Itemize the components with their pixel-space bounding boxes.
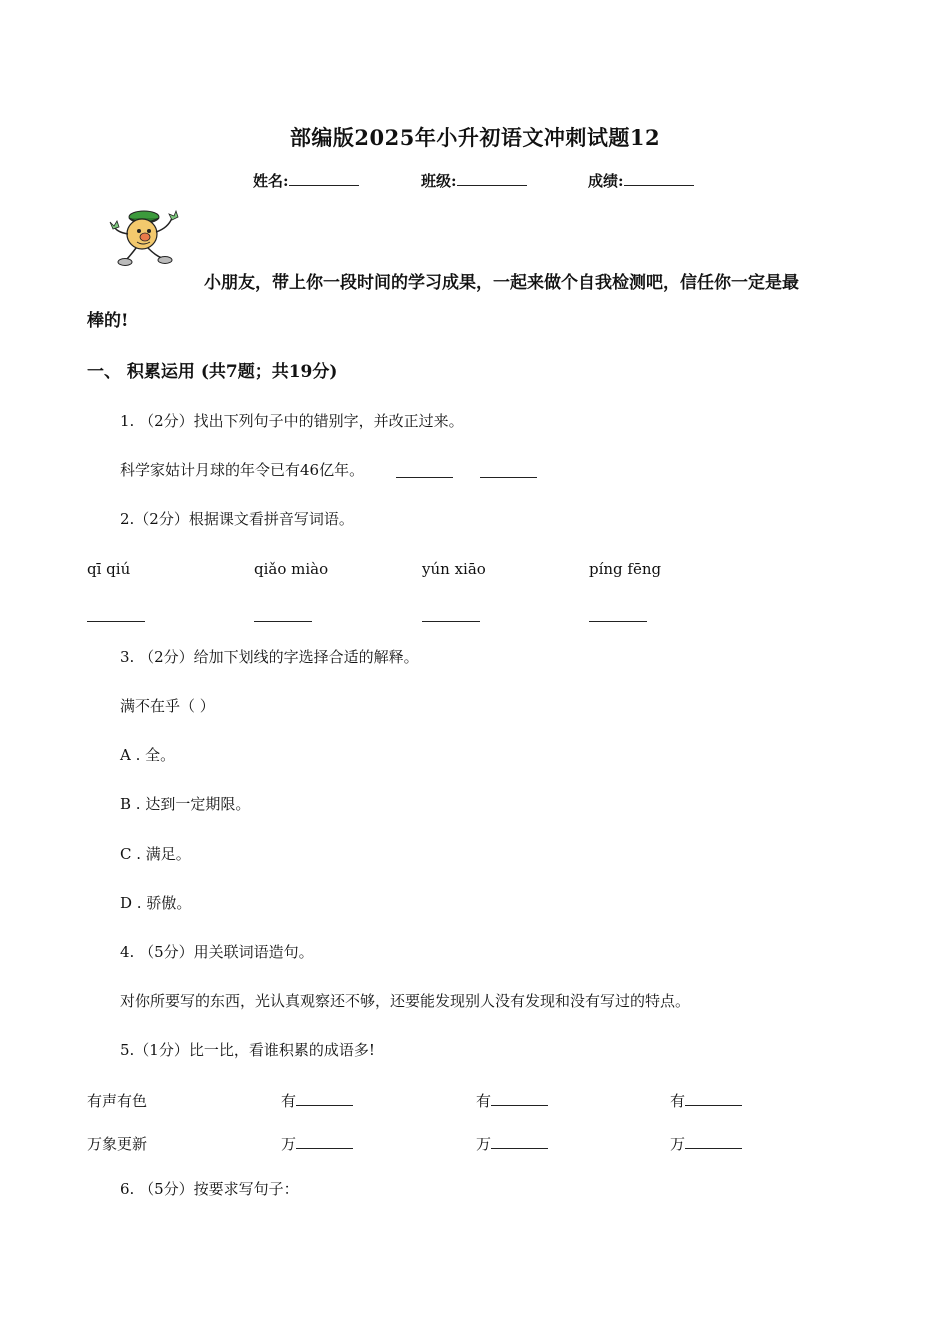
question-1-prompt: 1. （2分）找出下列句子中的错别字，并改正过来。 [120, 412, 464, 430]
idiom-blank-1-1[interactable] [281, 1090, 353, 1111]
idiom-prefix: 有 [281, 1092, 297, 1110]
option-c[interactable]: C . 满足。 [120, 845, 191, 863]
class-field[interactable] [421, 170, 527, 191]
name-blank[interactable] [289, 171, 359, 186]
pinyin-2: qiǎo miào [254, 560, 329, 578]
class-blank[interactable] [457, 171, 527, 186]
score-label: 成绩: [588, 172, 624, 190]
idiom-prefix: 万 [670, 1135, 686, 1153]
question-6-prompt: 6. （5分）按要求写句子： [120, 1180, 299, 1198]
option-d[interactable]: D . 骄傲。 [120, 894, 192, 912]
idiom-prefix: 有 [670, 1092, 686, 1110]
idiom-prefix: 万 [281, 1135, 297, 1153]
question-2-prompt: 2.（2分）根据课文看拼音写词语。 [120, 510, 354, 528]
class-label: 班级: [421, 172, 457, 190]
q2-answer-blank-4[interactable] [589, 620, 647, 622]
idiom-underline[interactable] [685, 1134, 742, 1149]
intro-line-1: 小朋友，带上你一段时间的学习成果，一起来做个自我检测吧，信任你一定是最 [204, 273, 799, 293]
name-field[interactable] [253, 170, 359, 191]
intro-line-2: 棒的! [87, 311, 129, 331]
idiom-underline[interactable] [685, 1091, 742, 1106]
pinyin-1: qī qiú [87, 560, 131, 578]
score-field[interactable] [588, 170, 694, 191]
idiom-underline[interactable] [296, 1134, 353, 1149]
idiom-underline[interactable] [491, 1134, 548, 1149]
idiom-example-2: 万象更新 [87, 1135, 148, 1153]
question-4-prompt: 4. （5分）用关联词语造句。 [120, 943, 314, 961]
idiom-prefix: 万 [476, 1135, 492, 1153]
question-4-sentence: 对你所要写的东西，光认真观察还不够，还要能发现别人没有发现和没有写过的特点。 [120, 992, 691, 1010]
q1-answer-blank-1[interactable] [396, 476, 453, 478]
idiom-blank-1-2[interactable] [476, 1090, 548, 1111]
idiom-example-1: 有声有色 [87, 1092, 148, 1110]
pinyin-4: píng fēng [589, 560, 662, 578]
idiom-blank-2-2[interactable] [476, 1133, 548, 1154]
idiom-blank-1-3[interactable] [670, 1090, 742, 1111]
score-blank[interactable] [624, 171, 694, 186]
question-1-sentence: 科学家姑计月球的年令已有46亿年。 [120, 461, 365, 479]
idiom-blank-2-1[interactable] [281, 1133, 353, 1154]
idiom-blank-2-3[interactable] [670, 1133, 742, 1154]
option-a[interactable]: A . 全。 [120, 746, 176, 764]
pinyin-3: yún xiāo [422, 560, 486, 578]
q2-answer-blank-2[interactable] [254, 620, 312, 622]
question-3-prompt: 3. （2分）给加下划线的字选择合适的解释。 [120, 648, 419, 666]
name-label: 姓名: [253, 172, 289, 190]
idiom-prefix: 有 [476, 1092, 492, 1110]
q2-answer-blank-1[interactable] [87, 620, 145, 622]
idiom-underline[interactable] [491, 1091, 548, 1106]
option-b[interactable]: B . 达到一定期限。 [120, 795, 251, 813]
question-5-prompt: 5.（1分）比一比，看谁积累的成语多! [120, 1041, 375, 1059]
page-title: 部编版2025年小升初语文冲刺试题12 [289, 125, 661, 150]
section-heading: 一、 积累运用 (共7题；共19分) [87, 362, 338, 382]
question-3-stem: 满不在乎（ ） [120, 697, 215, 715]
mascot-illustration [106, 204, 188, 270]
q2-answer-blank-3[interactable] [422, 620, 480, 622]
q1-answer-blank-2[interactable] [480, 476, 537, 478]
idiom-underline[interactable] [296, 1091, 353, 1106]
